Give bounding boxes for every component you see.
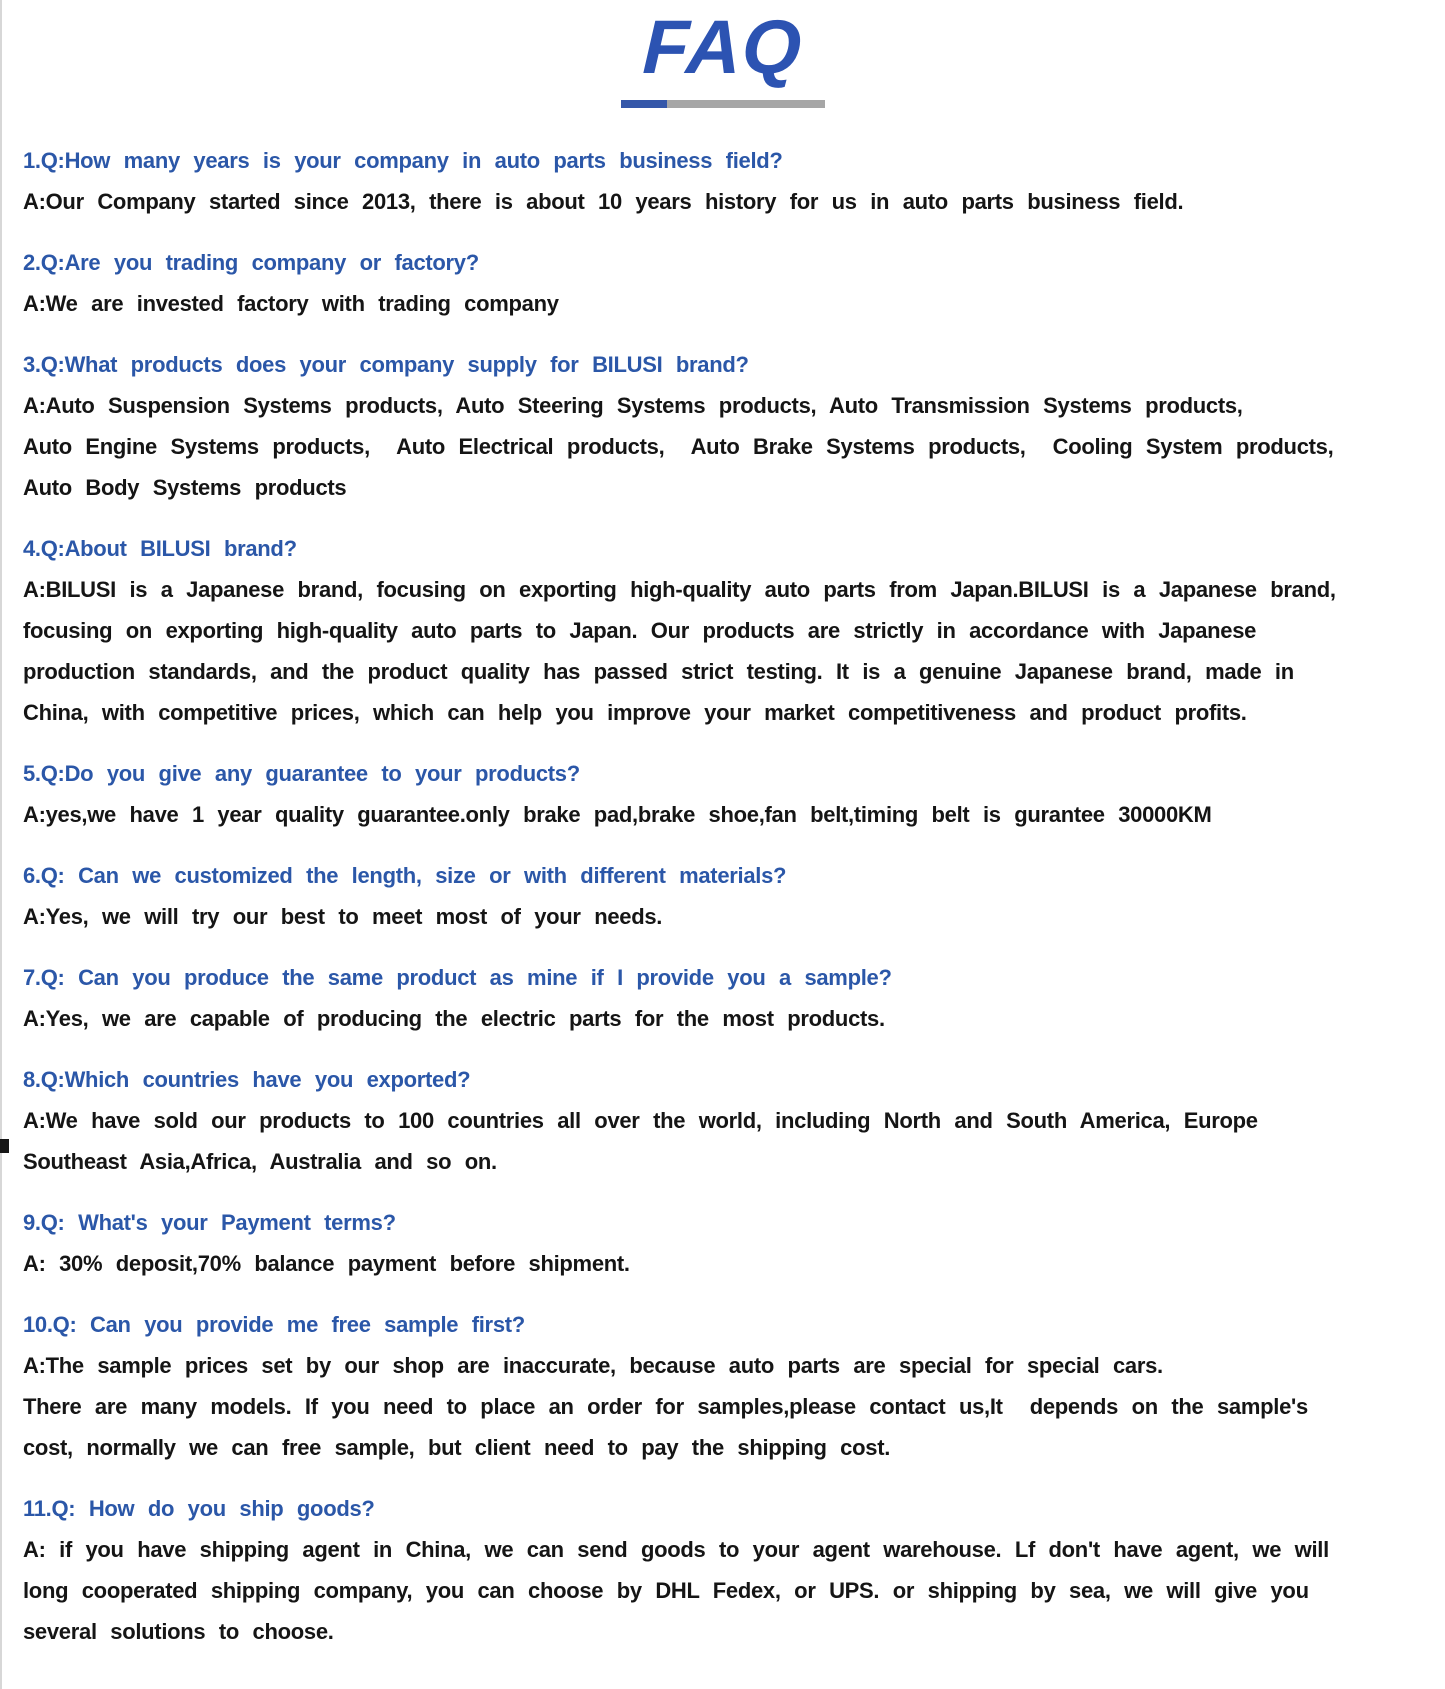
faq-item (23, 344, 1437, 508)
faq-answer-line: Southeast Asia,Africa, Australia and so on. (23, 1149, 497, 1174)
faq-answer (23, 1345, 1437, 1468)
faq-item (23, 242, 1437, 324)
divider-accent-segment (621, 100, 667, 108)
faq-answer-line: several solutions to choose. (23, 1619, 334, 1644)
faq-answer-line: China, with competitive prices, which can help you improve your market competitiveness and product profits. (23, 700, 1247, 725)
faq-item (23, 1304, 1437, 1468)
faq-question: 4.Q:About BILUSI brand? (23, 536, 297, 561)
faq-question: 8.Q:Which countries have you exported? (23, 1067, 471, 1092)
faq-item (23, 753, 1437, 835)
faq-item (23, 140, 1437, 222)
faq-question: 10.Q: Can you provide me free sample first? (23, 1312, 525, 1337)
faq-question: 2.Q:Are you trading company or factory? (23, 250, 479, 275)
faq-answer-line: focusing on exporting high-quality auto parts to Japan. Our products are strictly in accordance with Japanese (23, 618, 1257, 643)
faq-answer-line: A:Auto Suspension Systems products, Auto Steering Systems products, Auto Transmission Systems products, (23, 393, 1243, 418)
faq-answer (23, 385, 1437, 508)
faq-answer-line: A:Yes, we will try our best to meet most of your needs. (23, 904, 663, 929)
faq-answer-line: A:BILUSI is a Japanese brand, focusing on exporting high-quality auto parts from Japan.BILUSI is a Japanese brand, (23, 577, 1336, 602)
faq-question: 9.Q: What's your Payment terms? (23, 1210, 396, 1235)
faq-answer (23, 1243, 1437, 1284)
faq-list (0, 140, 1445, 1652)
faq-question: 1.Q:How many years is your company in auto parts business field? (23, 148, 783, 173)
faq-answer-line: long cooperated shipping company, you can choose by DHL Fedex, or UPS. or shipping by sea, we will give you (23, 1578, 1309, 1603)
faq-answer (23, 1529, 1437, 1652)
faq-answer-line: A:Our Company started since 2013, there is about 10 years history for us in auto parts business field. (23, 189, 1184, 214)
faq-answer (23, 896, 1437, 937)
faq-answer-line: A: 30% deposit,70% balance payment before shipment. (23, 1251, 630, 1276)
left-edge-artifact-line (0, 0, 2, 1689)
faq-answer (23, 1100, 1437, 1182)
faq-question: 7.Q: Can you produce the same product as mine if I provide you a sample? (23, 965, 892, 990)
page-title: FAQ (641, 5, 804, 90)
faq-answer-line: A:We are invested factory with trading company (23, 291, 559, 316)
faq-item (23, 1488, 1437, 1652)
faq-answer (23, 181, 1437, 222)
faq-answer-line: production standards, and the product quality has passed strict testing. It is a genuine Japanese brand, made in (23, 659, 1294, 684)
faq-question: 3.Q:What products does your company supply for BILUSI brand? (23, 352, 749, 377)
faq-question: 6.Q: Can we customized the length, size or with different materials? (23, 863, 787, 888)
faq-answer-line: A:Yes, we are capable of producing the electric parts for the most products. (23, 1006, 885, 1031)
faq-item (23, 855, 1437, 937)
faq-answer (23, 283, 1437, 324)
faq-answer-line: cost, normally we can free sample, but client need to pay the shipping cost. (23, 1435, 891, 1460)
faq-item (23, 1202, 1437, 1284)
faq-answer (23, 998, 1437, 1039)
divider-gray-segment (667, 100, 825, 108)
faq-item (23, 1059, 1437, 1182)
left-edge-artifact-mark (0, 1139, 9, 1153)
faq-question: 5.Q:Do you give any guarantee to your products? (23, 761, 580, 786)
faq-question: 11.Q: How do you ship goods? (23, 1496, 375, 1521)
faq-answer-line: A: if you have shipping agent in China, we can send goods to your agent warehouse. Lf don't have agent, we will (23, 1537, 1329, 1562)
faq-answer (23, 569, 1437, 733)
header (0, 0, 1445, 108)
faq-answer (23, 794, 1437, 835)
title-divider (621, 100, 825, 108)
faq-item (23, 528, 1437, 733)
faq-item (23, 957, 1437, 1039)
faq-answer-line: Auto Engine Systems products, Auto Electrical products, Auto Brake Systems products, Cooling System products, (23, 434, 1334, 459)
faq-answer-line: Auto Body Systems products (23, 475, 347, 500)
faq-answer-line: There are many models. If you need to place an order for samples,please contact us,It depends on the sample's (23, 1394, 1308, 1419)
faq-answer-line: A:The sample prices set by our shop are inaccurate, because auto parts are special for special cars. (23, 1353, 1163, 1378)
faq-answer-line: A:We have sold our products to 100 countries all over the world, including North and South America, Europe (23, 1108, 1258, 1133)
faq-answer-line: A:yes,we have 1 year quality guarantee.only brake pad,brake shoe,fan belt,timing belt is gurantee 30000KM (23, 802, 1212, 827)
